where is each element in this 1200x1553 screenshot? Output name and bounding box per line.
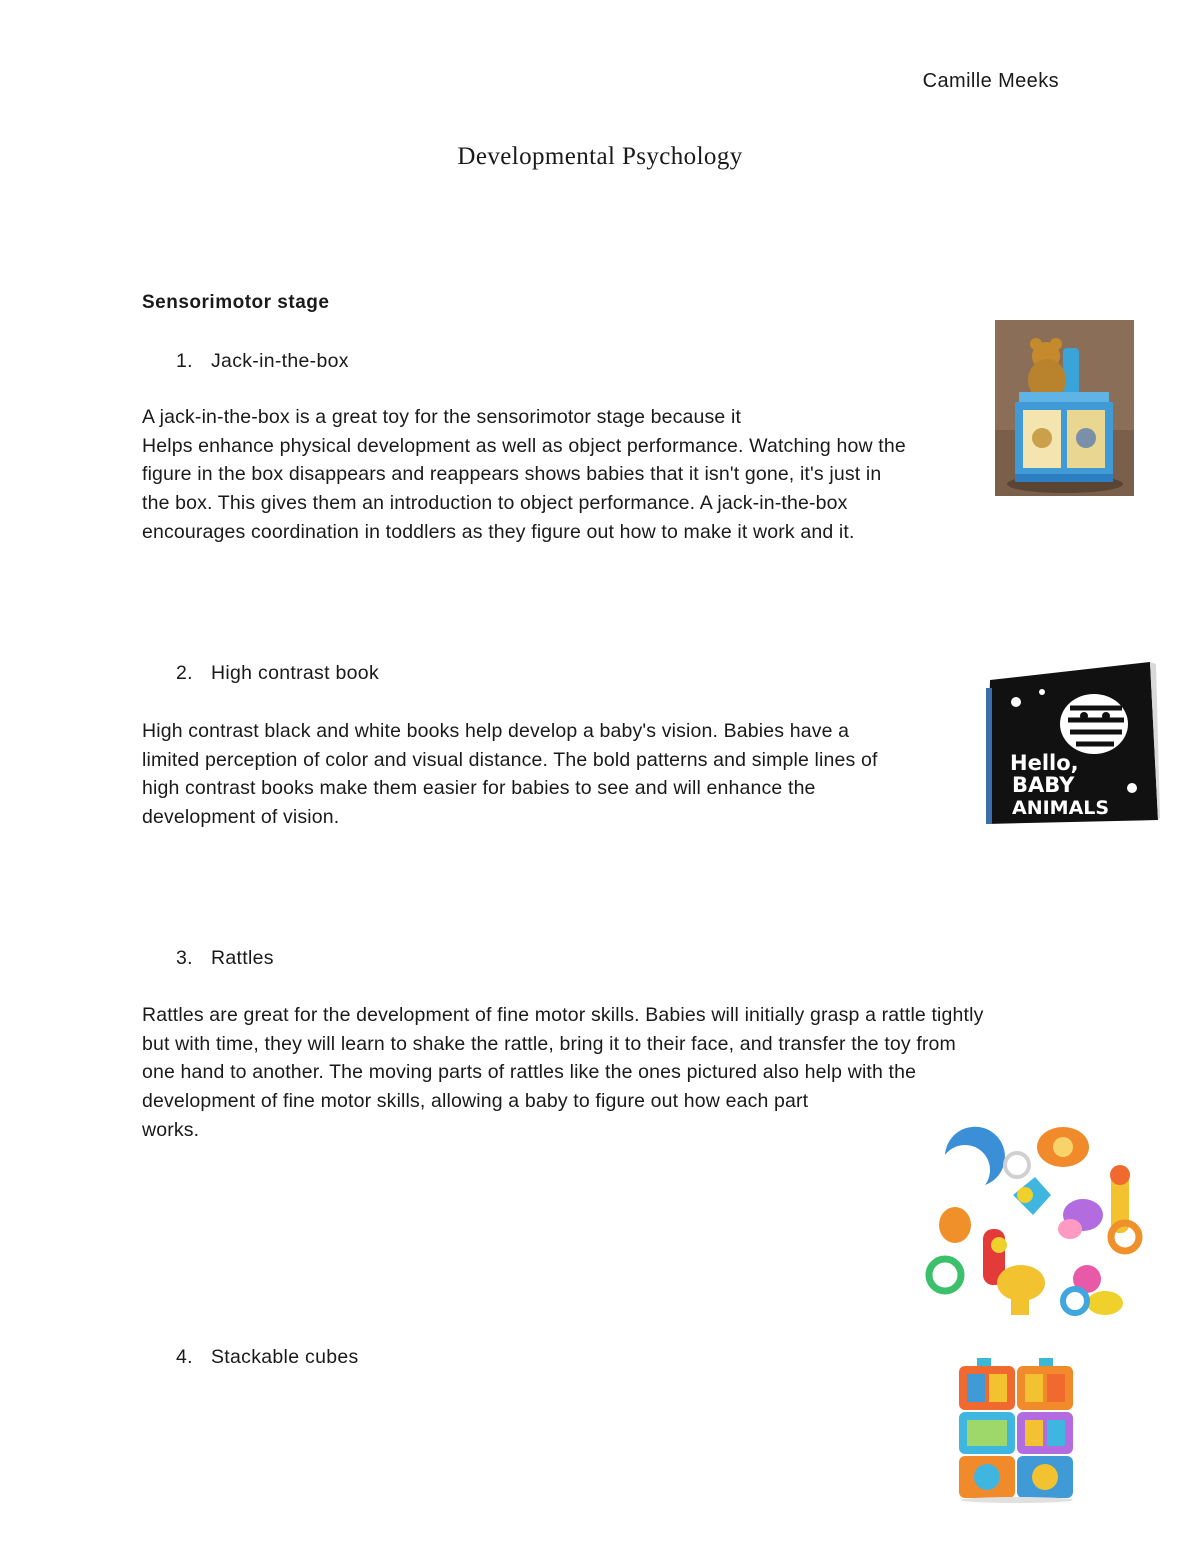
item-heading-stackable-cubes	[176, 1346, 359, 1369]
item-heading-jack-in-the-box	[176, 350, 349, 373]
item-number: 3.	[176, 947, 193, 969]
item-number: 4.	[176, 1346, 193, 1368]
item-title: Stackable cubes	[211, 1346, 359, 1368]
high-contrast-book-photo	[982, 658, 1160, 826]
item-number: 2.	[176, 662, 193, 684]
book-title-line2: BABY	[1012, 773, 1075, 797]
item-title: Rattles	[211, 947, 274, 969]
book-title-line1: Hello,	[1010, 751, 1079, 775]
item-paragraph-rattles: Rattles are great for the development of fine motor skills. Babies will initially grasp a rattle tightly but with time, they will learn to shake the rattle, bring it to their face, and transfer the toy from one hand to another. The moving parts of rattles like the ones pictured also help with the development of fine motor skills, allowing a baby to figure out how each part works.	[142, 1004, 984, 1141]
rattles-photo	[925, 1125, 1155, 1325]
section-heading: Sensorimotor stage	[142, 292, 330, 313]
book-title-line3: ANIMALS	[1012, 797, 1110, 819]
item-number: 1.	[176, 350, 193, 372]
item-heading-high-contrast-book	[176, 662, 379, 685]
item-title: High contrast book	[211, 662, 379, 684]
document-title: Developmental Psychology	[457, 143, 743, 170]
author-name: Camille Meeks	[922, 70, 1059, 92]
item-heading-rattles	[176, 947, 274, 970]
item-paragraph-high-contrast-book: High contrast black and white books help develop a baby's vision. Babies have a limited perception of color and visual distance. The bold patterns and simple lines of high contrast books make them easier for babies to see and will enhance the development of vision.	[142, 720, 878, 829]
stackable-cubes-photo	[955, 1358, 1080, 1503]
jack-in-the-box-photo	[995, 320, 1134, 496]
item-paragraph-jack-in-the-box: A jack-in-the-box is a great toy for the sensorimotor stage because it Helps enhance physical development as well as object performance. Watching how the figure in the box disappears and reappears shows babies that it isn't gone, it's just in the box. This gives them an introduction to object performance. A jack-in-the-box encourages coordination in toddlers as they figure out how to make it work and it.	[142, 406, 906, 543]
item-title: Jack-in-the-box	[211, 350, 349, 372]
